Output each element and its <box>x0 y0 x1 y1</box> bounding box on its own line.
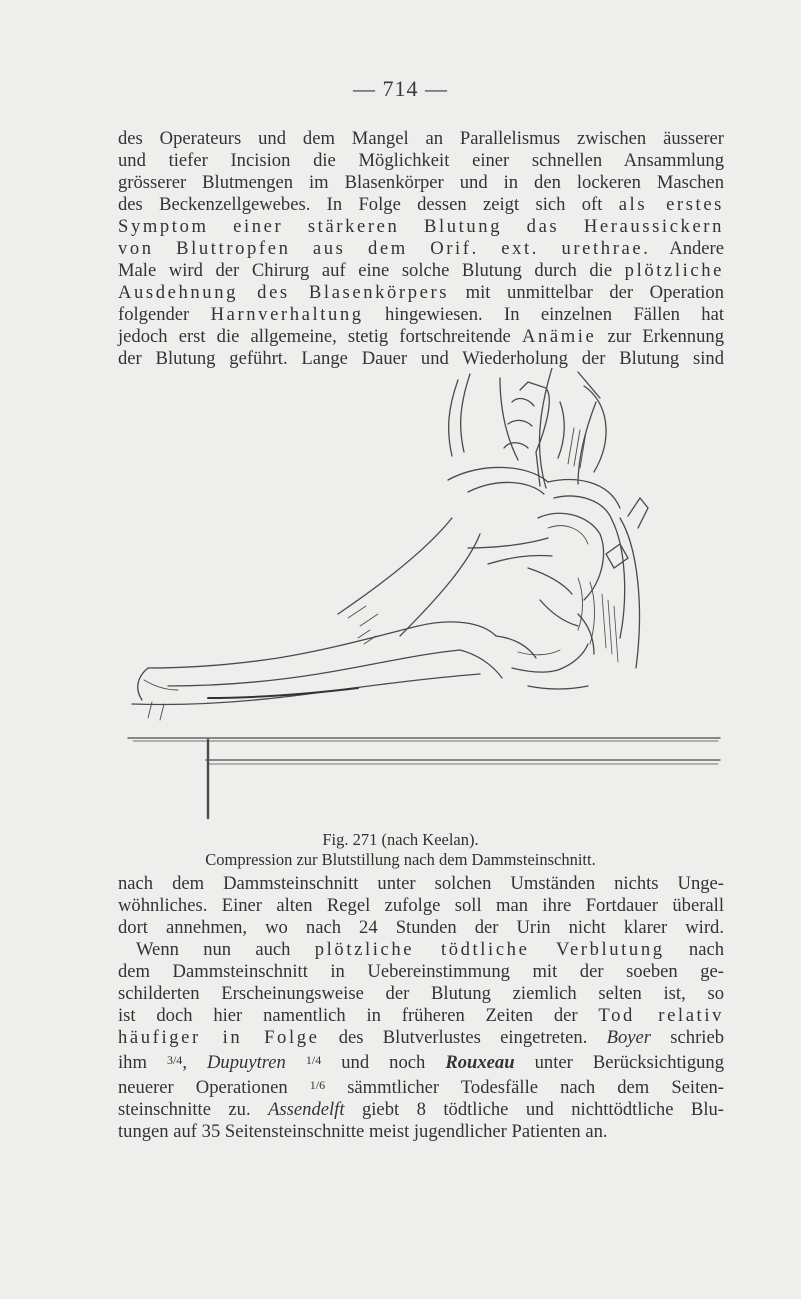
text-line: dem Dammsteinschnitt in Uebereinstimmung mit der soeben ge- <box>118 961 724 982</box>
figure-illustration <box>108 368 728 820</box>
text-line: Ausdehnung des Blasenkörpers mit unmittelbar der Operation <box>118 282 724 303</box>
spaced-emphasis: als erstes <box>618 194 725 215</box>
body-paragraph-2 <box>118 873 724 1143</box>
text-line: steinschnitte zu. Assendelft giebt 8 tödtliche und nichttödtliche Blu- <box>118 1099 724 1120</box>
figure-caption-title: Fig. 271 (nach Keelan). <box>322 830 479 849</box>
text-line: jedoch erst die allgemeine, stetig fortschreitende Anämie zur Erkennung <box>118 326 724 347</box>
text-line: häufiger in Folge des Blutverlustes eingetreten. Boyer schrieb <box>118 1027 724 1048</box>
text-line: Wenn nun auch plötzliche tödtliche Verblutung nach <box>136 939 724 960</box>
figure-caption-text: Compression zur Blutstillung nach dem Dammsteinschnitt. <box>205 850 596 869</box>
text-line: Male wird der Chirurg auf eine solche Blutung durch die plötzliche <box>118 260 724 281</box>
author-name: Assendelft <box>268 1099 345 1120</box>
fraction: 3/4 <box>166 1053 183 1067</box>
text-line: wöhnliches. Einer alten Regel zufolge soll man ihre Fortdauer überall <box>118 895 724 916</box>
pelvis-icon <box>448 467 648 668</box>
text-line: und tiefer Incision die Möglichkeit einer schnellen Ansammlung <box>118 150 724 171</box>
text-line: des Operateurs und dem Mangel an Parallelismus zwischen äusserer <box>118 128 724 149</box>
body-paragraph-1 <box>118 128 724 370</box>
text-line: von Bluttropfen aus dem Orif. ext. urethrae. Andere <box>118 238 724 259</box>
thigh-icon <box>338 518 480 636</box>
text-line: neuerer Operationen $^{1/6}$ sämmtlicher Todesfälle nach dem Seiten- <box>118 1077 724 1098</box>
torso-icon <box>132 622 588 720</box>
text-line: grösserer Blutmengen im Blasenkörper und in den lockeren Maschen <box>118 172 724 193</box>
spaced-emphasis: plötzliche tödtliche Verblutung <box>314 939 665 960</box>
text-line: der Blutung geführt. Lange Dauer und Wiederholung der Blutung sind <box>118 348 724 369</box>
fraction: 1/4 <box>305 1053 322 1067</box>
spaced-emphasis: plötzliche <box>624 260 724 281</box>
author-name: Boyer <box>606 1027 652 1048</box>
spaced-emphasis: Tod relativ <box>598 1005 724 1026</box>
table-lines-icon <box>128 738 720 818</box>
text-line: tungen auf 35 Seitensteinschnitte meist jugendlicher Patienten an. <box>118 1121 608 1142</box>
spaced-emphasis: häufiger in Folge <box>118 1027 320 1048</box>
author-name: Dupuytren <box>207 1052 286 1073</box>
text-line: folgender Harnverhaltung hingewiesen. In einzelnen Fällen hat <box>118 304 724 325</box>
text-line: Symptom einer stärkeren Blutung das Heraussickern <box>118 216 724 237</box>
spaced-emphasis: von Bluttropfen aus dem Orif. ext. urethrae. <box>118 238 651 259</box>
spaced-emphasis: Harnverhaltung <box>210 304 364 325</box>
text-line: des Beckenzellgewebes. In Folge dessen zeigt sich oft als erstes <box>118 194 725 215</box>
author-name: Rouxeau <box>445 1052 515 1073</box>
fraction: 1/6 <box>309 1078 326 1092</box>
text-line: ist doch hier namentlich in früheren Zeiten der Tod relativ <box>118 1005 724 1026</box>
text-line: ihm $^{3/4}$, Dupuytren $^{1/4}$ und noch Rouxeau unter Berücksichtigung <box>118 1052 725 1073</box>
spaced-emphasis: Anämie <box>521 326 597 347</box>
text-line: dort annehmen, wo nach 24 Stunden der Urin nicht klarer wird. <box>118 917 724 938</box>
text-line: nach dem Dammsteinschnitt unter solchen Umständen nichts Unge- <box>118 873 724 894</box>
text-line: schilderten Erscheinungsweise der Blutung ziemlich selten ist, so <box>118 983 724 1004</box>
page-number: — 714 — <box>353 76 448 101</box>
spaced-emphasis: Ausdehnung des Blasenkörpers <box>118 282 450 303</box>
